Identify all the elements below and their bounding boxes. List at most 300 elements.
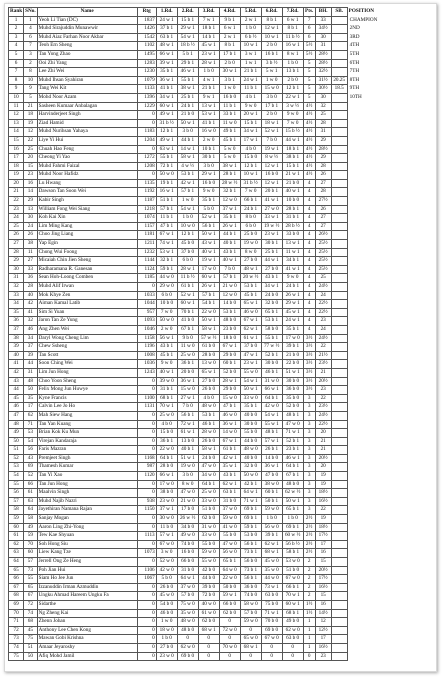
table-cell: 1157 xyxy=(137,222,156,231)
table-cell: 19 xyxy=(315,472,331,481)
table-row xyxy=(9,377,391,386)
position-label xyxy=(347,162,390,171)
table-cell: 69 b 0 xyxy=(261,626,282,635)
table-cell: 37 w 1 xyxy=(219,205,240,214)
table-cell: 59 w 0 xyxy=(198,549,219,558)
position-label xyxy=(347,102,390,111)
table-cell xyxy=(331,171,347,180)
table-cell: 14 b 1 xyxy=(198,33,219,42)
table-cell xyxy=(331,368,347,377)
table-cell: 4 xyxy=(303,188,315,197)
table-cell: 0 xyxy=(137,600,156,609)
table-cell: 36 w 1 xyxy=(219,420,240,429)
table-cell: 30 b 0 xyxy=(240,420,261,429)
table-cell: 65 w 1 xyxy=(240,300,261,309)
table-cell: 1144 xyxy=(137,257,156,266)
table-cell: 28 b 1 xyxy=(282,205,303,214)
table-cell: 45 w 1 xyxy=(198,42,219,51)
table-cell xyxy=(331,480,347,489)
table-cell: 23 w 1 xyxy=(261,231,282,240)
table-cell: 53 w 1 xyxy=(156,248,177,257)
table-cell xyxy=(331,334,347,343)
table-cell: 16 w 0 xyxy=(198,128,219,137)
table-cell: 60 w 1 xyxy=(282,600,303,609)
table-cell: 38 xyxy=(24,240,38,249)
table-cell: 28½ xyxy=(315,145,331,154)
table-cell: 0 xyxy=(219,635,240,644)
table-cell: 5 w 0 xyxy=(219,145,240,154)
player-name: Chuah Hao Feng xyxy=(37,145,137,154)
table-cell: 64 b 1 xyxy=(282,463,303,472)
table-cell: 54 w 1 xyxy=(177,205,198,214)
table-cell: 0 xyxy=(137,489,156,498)
table-cell: 24 w 1 xyxy=(240,76,261,85)
table-cell: 18 xyxy=(9,162,24,171)
table-cell: 0 xyxy=(137,609,156,618)
table-cell: 8 b 1 xyxy=(261,16,282,25)
table-cell: 62 xyxy=(24,411,38,420)
player-name: Brian Kok Ku Mun xyxy=(37,429,137,438)
table-cell: 64 b 1 xyxy=(156,454,177,463)
player-name: Tan Scott xyxy=(37,351,137,360)
table-cell: 12 b 1 xyxy=(177,231,198,240)
position-label xyxy=(347,111,390,120)
table-cell: 62 w 0 xyxy=(282,626,303,635)
player-name: Ziad Hamid xyxy=(37,119,137,128)
table-row xyxy=(9,197,391,206)
table-cell: 30 b 0 xyxy=(261,360,282,369)
table-cell: 34 b 1 xyxy=(282,257,303,266)
table-cell: 20 xyxy=(315,429,331,438)
table-cell: 17 xyxy=(9,154,24,163)
position-label xyxy=(347,420,390,429)
table-cell xyxy=(331,265,347,274)
table-row xyxy=(9,231,391,240)
position-label xyxy=(347,583,390,592)
table-cell: 29 b 0 xyxy=(219,386,240,395)
table-cell: 69 b 1 xyxy=(240,515,261,524)
position-label xyxy=(347,558,390,567)
table-cell: 14 xyxy=(9,128,24,137)
table-cell: 1 b 0 xyxy=(261,515,282,524)
table-cell: 31 xyxy=(24,368,38,377)
table-cell: 30 w 0 xyxy=(156,515,177,524)
player-name: Soh Hong Siu xyxy=(37,540,137,549)
table-cell xyxy=(331,600,347,609)
table-cell: 1837 xyxy=(137,16,156,25)
table-cell: 57 b 1 xyxy=(219,274,240,283)
table-cell: 23 b 1 xyxy=(282,446,303,455)
table-cell: 0 xyxy=(240,626,261,635)
table-row xyxy=(9,102,391,111)
table-cell: 11 b ½ xyxy=(282,33,303,42)
position-label xyxy=(347,291,390,300)
table-cell: 69 xyxy=(24,463,38,472)
table-cell: 52 w 0 xyxy=(156,558,177,567)
table-cell: 35 b 1 xyxy=(156,68,177,77)
table-row xyxy=(9,265,391,274)
table-cell: 4½ xyxy=(303,145,315,154)
table-cell: 64 xyxy=(24,506,38,515)
table-header xyxy=(9,8,391,17)
table-cell: 19 xyxy=(315,480,331,489)
table-cell: 39 xyxy=(9,343,24,352)
table-cell xyxy=(331,111,347,120)
player-name: Virejan Kandaraja xyxy=(37,437,137,446)
table-cell: 0 xyxy=(137,558,156,567)
table-cell: 4 xyxy=(24,25,38,34)
table-cell: 44 w 1 xyxy=(261,257,282,266)
position-label xyxy=(347,360,390,369)
table-cell: 4 xyxy=(303,205,315,214)
table-cell: 16 w 1 xyxy=(156,188,177,197)
table-cell: 10 b 0 xyxy=(282,197,303,206)
table-cell xyxy=(331,626,347,635)
table-cell: 10 w 1 xyxy=(240,171,261,180)
table-cell: 24 b 1 xyxy=(177,102,198,111)
table-cell: 16 xyxy=(9,145,24,154)
table-cell: 28 b 1 xyxy=(219,171,240,180)
table-cell: 38 b 0 xyxy=(156,489,177,498)
table-cell: 27 b 0 xyxy=(261,265,282,274)
position-label xyxy=(347,257,390,266)
table-cell: 55 xyxy=(24,575,38,584)
table-cell: 57 xyxy=(9,497,24,506)
table-cell: 51 w 1 xyxy=(282,368,303,377)
table-cell: 0 xyxy=(137,480,156,489)
table-cell: 22 b 0 xyxy=(282,360,303,369)
table-cell: 60 xyxy=(9,523,24,532)
position-label xyxy=(347,600,390,609)
position-label xyxy=(347,411,390,420)
column-header: 6.Rd. xyxy=(261,8,282,17)
table-cell: 30 xyxy=(315,33,331,42)
player-name: Muhd Sirajuddin Munawwir xyxy=(37,25,137,34)
table-row xyxy=(9,532,391,541)
player-name: Aiman Kamal Latib xyxy=(37,300,137,309)
table-cell: 6 xyxy=(303,33,315,42)
table-cell: 35 xyxy=(24,394,38,403)
table-cell: 22½ xyxy=(315,420,331,429)
table-cell: 24 b 1 xyxy=(282,283,303,292)
table-cell: 28 w 1 xyxy=(177,265,198,274)
table-row xyxy=(9,50,391,59)
table-cell: 51 b 0 xyxy=(282,566,303,575)
table-row xyxy=(9,454,391,463)
table-cell: 2 xyxy=(303,566,315,575)
table-cell: 19 xyxy=(24,119,38,128)
table-cell: 21 xyxy=(315,437,331,446)
table-cell: 45 b 1 xyxy=(219,136,240,145)
table-cell: 56 b 1 xyxy=(177,411,198,420)
table-cell: 24 xyxy=(9,214,24,223)
table-row xyxy=(9,411,391,420)
table-cell: 60 xyxy=(24,549,38,558)
table-cell: 61 w 1 xyxy=(240,334,261,343)
table-cell: 25 b 1 xyxy=(261,248,282,257)
table-cell: 1158 xyxy=(137,334,156,343)
table-cell: 20½ xyxy=(315,566,331,575)
table-cell: 4 xyxy=(303,240,315,249)
table-cell: 58 w 1 xyxy=(198,446,219,455)
position-label xyxy=(347,171,390,180)
table-cell: 23 xyxy=(24,171,38,180)
table-cell: 49 w 0 xyxy=(177,532,198,541)
table-cell: 4½ xyxy=(303,111,315,120)
table-cell: 5 b 1 xyxy=(177,50,198,59)
table-cell: 71 xyxy=(24,420,38,429)
table-cell: 54 w 1 xyxy=(177,33,198,42)
table-cell: 32 xyxy=(315,102,331,111)
table-cell: 24 b 0 xyxy=(198,454,219,463)
table-cell xyxy=(331,472,347,481)
table-cell: 23 xyxy=(315,386,331,395)
table-cell: 60 w 1 xyxy=(177,300,198,309)
player-name: Tew Kae Shyuan xyxy=(37,532,137,541)
table-cell: 3 b ½ xyxy=(261,59,282,68)
table-cell: 63 xyxy=(24,497,38,506)
table-cell: 46 w 0 xyxy=(219,411,240,420)
table-cell: 57 b 0 xyxy=(177,592,198,601)
table-cell: 50 w 0 xyxy=(240,472,261,481)
table-cell: 26 w 1 xyxy=(282,291,303,300)
table-cell: 70 w 1 xyxy=(282,592,303,601)
table-cell: 21 b 0 xyxy=(282,351,303,360)
table-row xyxy=(9,76,391,85)
player-name: Mah Siew Hang xyxy=(37,411,137,420)
table-cell: 26 b 0 xyxy=(156,583,177,592)
position-label: 7TH xyxy=(349,68,360,75)
table-cell: 24 w 1 xyxy=(282,317,303,326)
table-cell: 2½ xyxy=(303,515,315,524)
table-cell: 26½ xyxy=(315,231,331,240)
table-cell: 10 w 0 xyxy=(177,222,198,231)
table-cell: 4½ xyxy=(303,136,315,145)
table-cell: 28 xyxy=(315,119,331,128)
table-cell: 17½ xyxy=(315,532,331,541)
table-cell: 43 b 1 xyxy=(261,274,282,283)
table-cell: 41 w 0 xyxy=(219,523,240,532)
table-cell xyxy=(331,532,347,541)
table-row xyxy=(9,558,391,567)
table-cell: 24½ xyxy=(315,411,331,420)
table-cell xyxy=(331,308,347,317)
table-cell: 42 xyxy=(24,300,38,309)
table-cell: 1036 xyxy=(137,360,156,369)
table-cell: 20 xyxy=(24,154,38,163)
table-cell: 67 w 1 xyxy=(219,343,240,352)
table-cell: 1204 xyxy=(137,136,156,145)
table-cell: 57 w ½ xyxy=(198,334,219,343)
table-cell: 44 w 1 xyxy=(282,136,303,145)
table-cell: 11 w 0 xyxy=(177,343,198,352)
table-cell: 1093 xyxy=(137,317,156,326)
table-cell: 42 b 1 xyxy=(240,480,261,489)
table-cell: 21½ xyxy=(315,351,331,360)
table-cell xyxy=(331,360,347,369)
table-cell: 63 b 0 xyxy=(261,592,282,601)
table-cell: 26 w 1 xyxy=(219,222,240,231)
table-cell: 19 w 0 xyxy=(177,463,198,472)
table-cell: 24 xyxy=(24,222,38,231)
table-cell: 0 xyxy=(240,652,261,661)
table-cell: 55 b 1 xyxy=(156,154,177,163)
table-cell: 39 b 1 xyxy=(282,343,303,352)
table-cell: 13 xyxy=(24,205,38,214)
table-cell: 6 xyxy=(24,33,38,42)
table-cell: 23½ xyxy=(315,360,331,369)
table-cell: 44 b 0 xyxy=(198,575,219,584)
table-cell: 1044 xyxy=(137,300,156,309)
table-cell: 65 xyxy=(9,566,24,575)
table-cell: 0 xyxy=(303,652,315,661)
table-cell: 34 w 0 xyxy=(198,472,219,481)
table-cell xyxy=(331,575,347,584)
table-cell: 21 w 0 xyxy=(177,497,198,506)
table-cell: 5 b 0 xyxy=(156,575,177,584)
table-cell: 4 xyxy=(303,257,315,266)
table-cell: 27 xyxy=(315,222,331,231)
table-cell: 58 xyxy=(24,515,38,524)
table-cell: 14½ xyxy=(315,609,331,618)
table-cell: 49 w 1 xyxy=(156,136,177,145)
table-cell xyxy=(331,454,347,463)
table-cell: 22 xyxy=(315,394,331,403)
table-cell: 14 w 0 xyxy=(219,429,240,438)
table-cell: 72 xyxy=(24,600,38,609)
table-cell: 1079 xyxy=(137,76,156,85)
table-cell: 15 b 0 xyxy=(240,154,261,163)
table-cell: 29 w 1 xyxy=(198,171,219,180)
table-cell: 0 xyxy=(137,515,156,524)
table-cell: 1283 xyxy=(137,59,156,68)
table-cell xyxy=(331,429,347,438)
table-cell: 14 w 1 xyxy=(177,145,198,154)
table-cell: 3 xyxy=(303,437,315,446)
table-cell: 1 w 0 xyxy=(261,76,282,85)
table-cell: 60 b 1 xyxy=(261,489,282,498)
position-label xyxy=(347,532,390,541)
table-cell: 3 xyxy=(303,454,315,463)
table-cell: 5 b 0 xyxy=(198,205,219,214)
table-cell: 63 b 1 xyxy=(219,489,240,498)
table-cell: 57 b 1 xyxy=(156,205,177,214)
table-cell: 50 w 0 xyxy=(156,317,177,326)
table-cell: 0 xyxy=(137,635,156,644)
table-cell: 44 w 0 xyxy=(261,575,282,584)
table-row xyxy=(9,240,391,249)
table-cell: 73 xyxy=(24,566,38,575)
table-cell: 11 b 1 xyxy=(219,102,240,111)
table-cell: 30 b 0 xyxy=(282,377,303,386)
player-name: Choo Jing Liang xyxy=(37,231,137,240)
table-cell: 24½ xyxy=(315,334,331,343)
table-cell: 75 b 0 xyxy=(261,600,282,609)
player-name: Muhd Alif Irwan xyxy=(37,283,137,292)
player-name: Soon Ching Wei xyxy=(37,360,137,369)
player-name: Izzanuddin Irman Azmuddin xyxy=(37,583,137,592)
table-cell: 40 w 1 xyxy=(282,188,303,197)
table-cell: 21 w 1 xyxy=(282,171,303,180)
table-cell: 40 xyxy=(24,291,38,300)
table-cell: 18½ xyxy=(315,489,331,498)
table-cell: 0 xyxy=(137,145,156,154)
table-cell: 1196 xyxy=(137,343,156,352)
table-cell: 0 xyxy=(137,411,156,420)
table-cell: 8 b 1 xyxy=(219,42,240,51)
table-cell: 9 w 0 xyxy=(282,274,303,283)
table-cell xyxy=(331,136,347,145)
table-cell xyxy=(331,154,347,163)
table-cell: 33 xyxy=(315,16,331,25)
table-cell: 56 xyxy=(9,489,24,498)
table-cell: 4 xyxy=(303,222,315,231)
table-cell: 1074 xyxy=(137,214,156,223)
table-cell xyxy=(331,128,347,137)
table-cell: 49 xyxy=(24,523,38,532)
table-cell: 0 xyxy=(219,618,240,627)
table-cell: 29 xyxy=(315,154,331,163)
table-cell: 45 w 0 xyxy=(156,592,177,601)
player-name: Maalvin Singh xyxy=(37,489,137,498)
table-cell: 64 b 1 xyxy=(198,480,219,489)
table-cell: 3 xyxy=(303,480,315,489)
table-cell: 37 b 0 xyxy=(177,248,198,257)
player-name: Jayethiran Namana Rajan xyxy=(37,506,137,515)
table-cell: 34 xyxy=(24,334,38,343)
table-cell: 35 w 0 xyxy=(261,566,282,575)
table-cell: 64 xyxy=(9,558,24,567)
table-cell xyxy=(331,257,347,266)
table-cell: 51 xyxy=(9,446,24,455)
player-name: Muhd Aiaz Farhan Noor Akbar xyxy=(37,33,137,42)
table-cell: 48 w 1 xyxy=(156,42,177,51)
table-row xyxy=(9,325,391,334)
player-name: Premjeet Singh xyxy=(37,454,137,463)
table-cell: 32½ xyxy=(315,68,331,77)
table-cell: 36 b 0 xyxy=(282,386,303,395)
table-cell: 29 b 0 xyxy=(219,351,240,360)
table-cell: 6 xyxy=(303,25,315,34)
table-row xyxy=(9,566,391,575)
position-label xyxy=(347,635,390,644)
table-cell: 3 xyxy=(303,429,315,438)
table-cell: 17 w 0 xyxy=(282,334,303,343)
position-label xyxy=(347,446,390,455)
table-cell: 37 xyxy=(24,343,38,352)
table-cell: 40 w 1 xyxy=(219,257,240,266)
table-cell: 2½ xyxy=(303,523,315,532)
table-cell: 1181 xyxy=(137,231,156,240)
table-cell: 15 w 0 xyxy=(261,85,282,94)
table-cell: 7 w 0 xyxy=(156,308,177,317)
table-cell: 23 w 0 xyxy=(156,652,177,661)
table-cell: 26 b 0 xyxy=(198,386,219,395)
table-cell: 70 b 0 xyxy=(261,618,282,627)
table-cell: 4 xyxy=(303,325,315,334)
position-label xyxy=(347,643,390,652)
player-name: Calvin Lee Jo Ho xyxy=(37,403,137,412)
table-cell: 3 xyxy=(303,472,315,481)
table-cell: 2 b 0 xyxy=(282,76,303,85)
table-cell xyxy=(331,317,347,326)
table-cell: 4 w 1 xyxy=(198,76,219,85)
table-cell: 57 b 1 xyxy=(177,188,198,197)
position-label xyxy=(347,145,390,154)
table-row xyxy=(9,575,391,584)
table-cell: 27 b 0 xyxy=(198,377,219,386)
table-cell: 31 xyxy=(9,274,24,283)
